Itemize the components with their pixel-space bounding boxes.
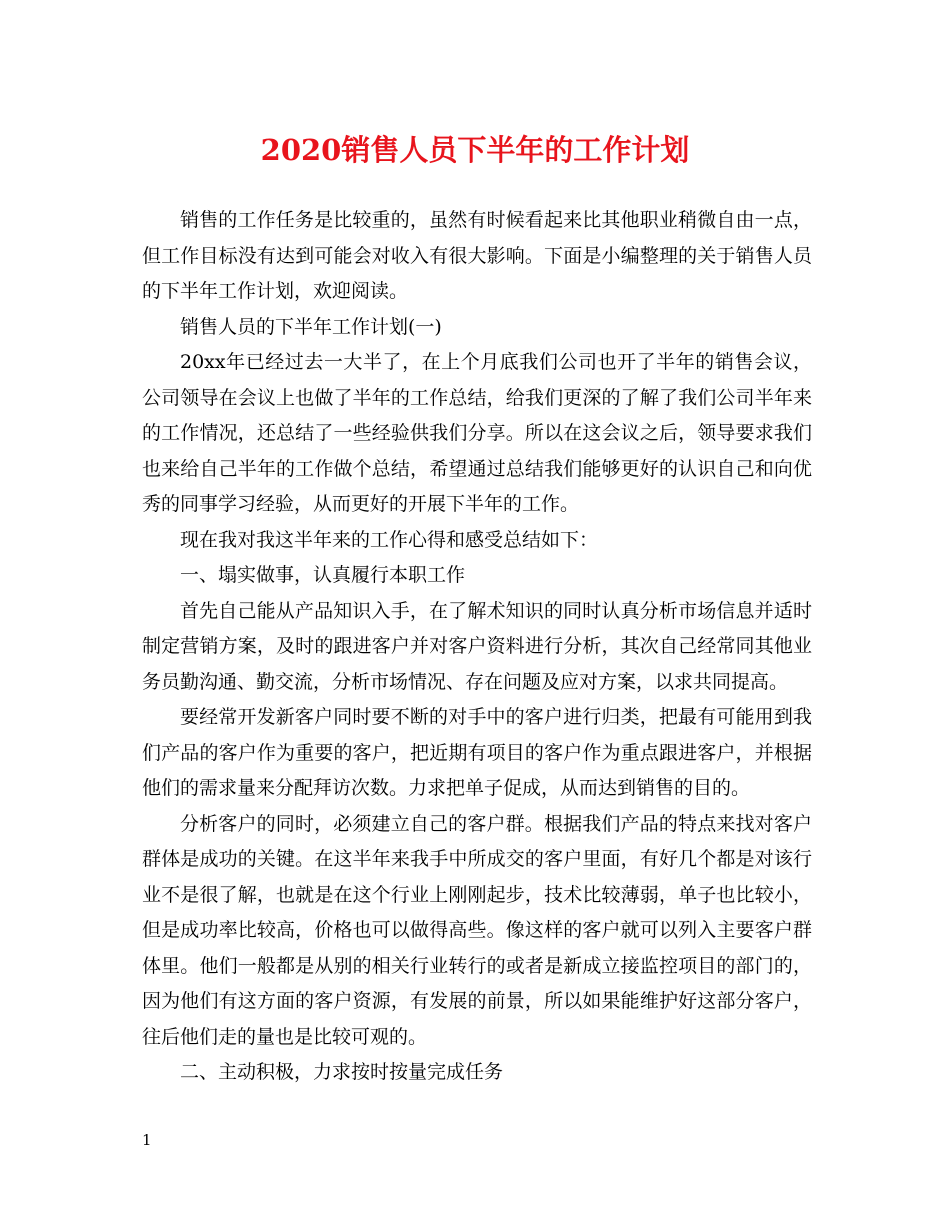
paragraph-client-groups: 分析客户的同时，必须建立自己的客户群。根据我们产品的特点来找对客户群体是成功的关键。在这半年来我手中所成交的客户里面，有好几个都是对该行业不是很了解，也就是在这个行业上刚刚起步，技术比较薄弱，单子也比较小，但是成功率比较高，价格也可以做得高些。像这样的客户就可以列入主要客户群体里。他们一般都是从别的相关行业转行的或者是新成立接监控项目的部门的，因为他们有这方面的客户资源，有发展的前景，所以如果能维护好这部分客户，往后他们走的量也是比较可观的。 — [142, 812, 812, 1048]
paragraph-summary-lead: 现在我对我这半年来的工作心得和感受总结如下： — [180, 528, 599, 551]
paragraph-product-knowledge: 首先自己能从产品知识入手，在了解术知识的同时认真分析市场信息并适时制定营销方案，及时的跟进客户并对客户资料进行分析，其次自己经常同其他业务员勤沟通、勤交流，分析市场情况、存在问题及应对方案，以求共同提高。 — [142, 599, 812, 693]
document-body — [142, 203, 812, 1091]
section-heading-plan-one: 销售人员的下半年工作计划(一) — [180, 315, 442, 338]
section-heading-two: 二、主动积极，力求按时按量完成任务 — [180, 1061, 504, 1083]
paragraph-summary: 20xx年已经过去一大半了，在上个月底我们公司也开了半年的销售会议，公司领导在会议上也做了半年的工作总结，给我们更深的了解了我们公司半年来的工作情况，还总结了一些经验供我们分享。所以在这会议之后，领导要求我们也来给自己半年的工作做个总结，希望通过总结我们能够更好的认识自己和向优秀的同事学习经验，从而更好的开展下半年的工作。 — [142, 351, 812, 515]
page-number: 1 — [142, 1131, 152, 1149]
paragraph-intro: 销售的工作任务是比较重的，虽然有时候看起来比其他职业稍微自由一点，但工作目标没有达到可能会对收入有很大影响。下面是小编整理的关于销售人员的下半年工作计划，欢迎阅读。 — [142, 209, 812, 302]
paragraph-new-clients: 要经常开发新客户同时要不断的对手中的客户进行归类，把最有可能用到我们产品的客户作为重要的客户，把近期有项目的客户作为重点跟进客户，并根据他们的需求量来分配拜访次数。力求把单子促成，从而达到销售的目的。 — [142, 706, 812, 799]
document-title: 2020销售人员下半年的工作计划 — [260, 133, 690, 167]
section-heading-one: 一、塌实做事，认真履行本职工作 — [180, 564, 466, 586]
